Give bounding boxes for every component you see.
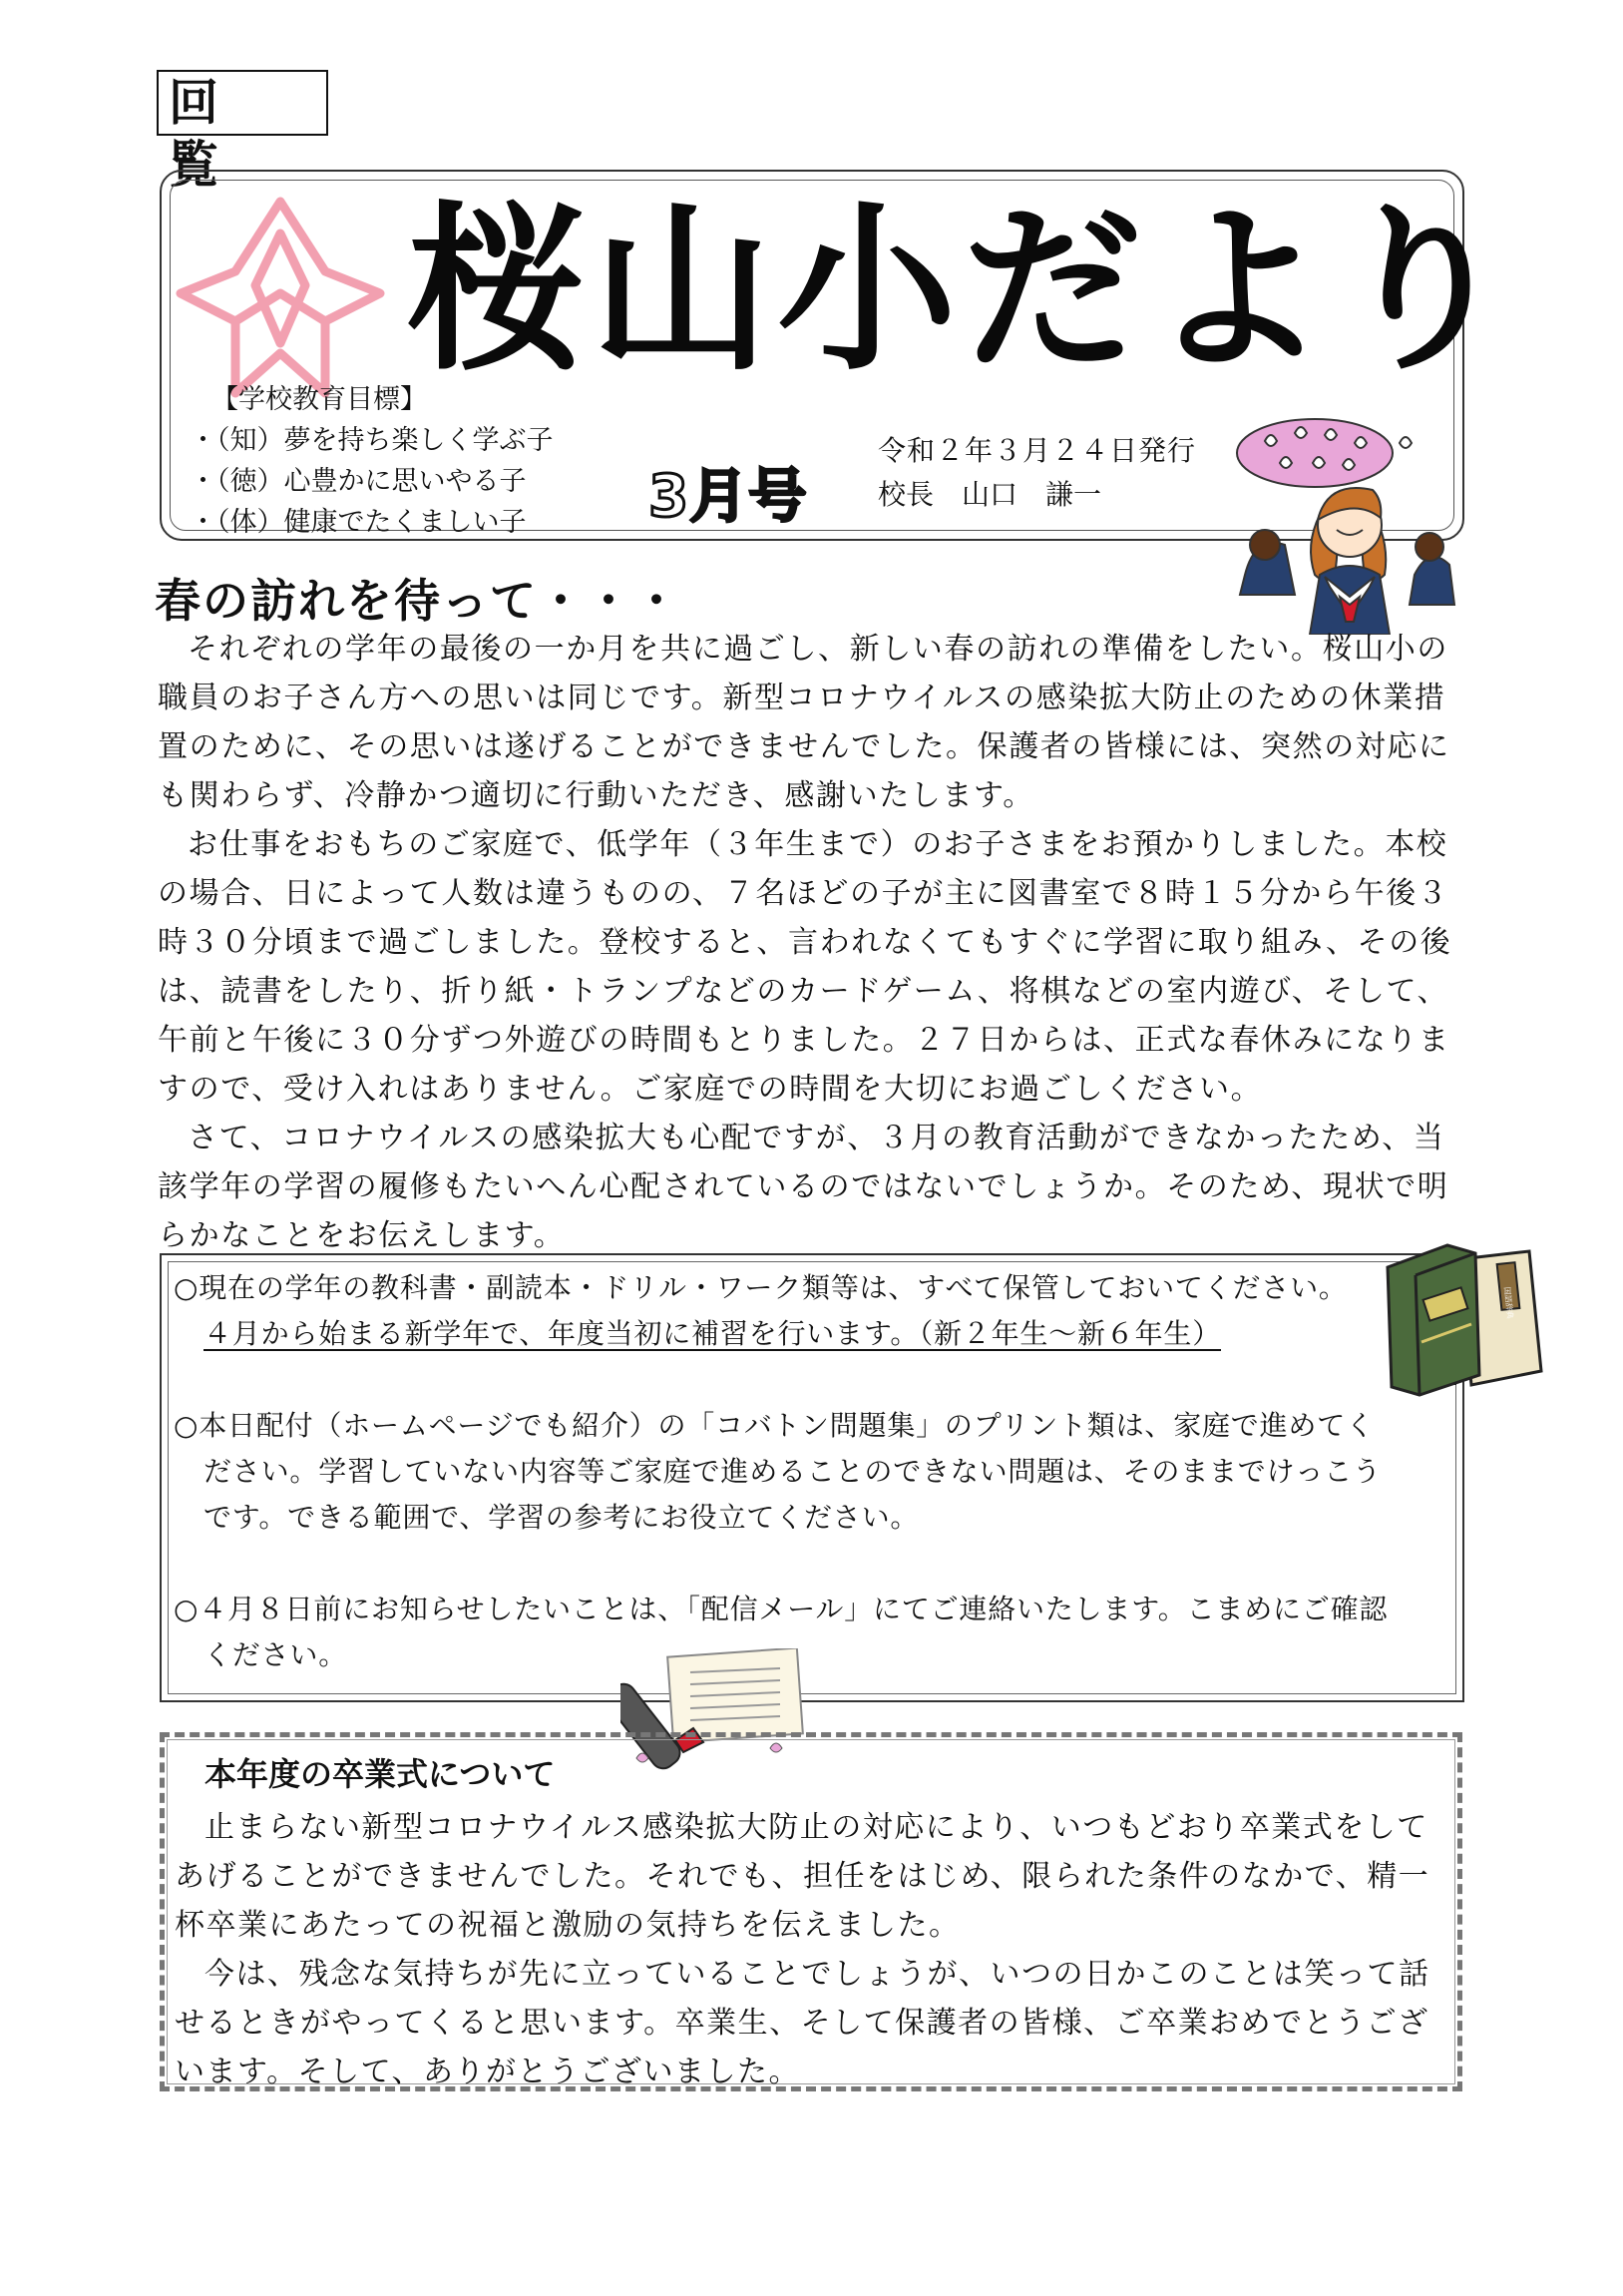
graduation-body [175,1803,1453,2096]
spring-body [158,625,1474,1260]
publish-date: 令和２年３月２４日発行 [878,434,1197,467]
goal-virtue: ・（徳）心豊かに思いやる子 [190,466,527,497]
notice-line: ○本日配付（ホームページでも紹介）の「コバトン問題集」のプリント類は、家庭で進めてく [174,1409,1375,1442]
notice-line: ○現在の学年の教科書・副読本・ドリル・ワーク類等は、すべて保管しておいてください。 [174,1271,1348,1304]
goal-knowledge: ・（知）夢を持ち楽しく学ぶ子 [190,425,554,456]
issue-badge: 3月号 [648,462,808,530]
books-icon [1382,1237,1546,1397]
newsletter-title: 桜山小だより [406,187,1520,395]
goals-heading: 【学校教育目標】 [211,384,427,415]
kairan-label: 回 覧 [157,70,328,136]
notice-item-kobaton [174,1403,1460,1541]
notice-item-textbooks [174,1265,1460,1357]
spring-paragraph: さて、コロナウイルスの感染拡大も心配ですが、３月の教育活動ができなかったため、当該学年の学習の履修もたいへん心配されているのではないでしょうか。そのため、現状で明らかなことをお伝えします。 [158,1121,1449,1253]
goal-health: ・（体）健康でたくましい子 [190,507,527,538]
school-logo-icon [176,194,385,403]
notice-item-mail [174,1587,1460,1678]
notice-line: ださい。学習していない内容等ご家庭で進めることのできない問題は、そのままでけっこう [203,1455,1382,1488]
graduation-paragraph: 止まらない新型コロナウイルス感染拡大防止の対応により、いつもどおり卒業式をしてあげることができませんでした。それでも、担任をはじめ、限られた条件のなかで、精一杯卒業にあたっての祝福と激励の気持ちを伝えました。 [175,1810,1430,1943]
graduation-paragraph: 今は、残念な気持ちが先に立っていることでしょうが、いつの日かこのことは笑って話せるときがやってくると思います。卒業生、そして保護者の皆様、ご卒業おめでとうございます。そして、ありがとうございました。 [175,1957,1430,2089]
graduation-heading: 本年度の卒業式について [204,1755,556,1793]
spring-heading: 春の訪れを待って・・・ [155,574,681,628]
principal-name: 校長 山口 謙一 [878,478,1102,511]
spring-paragraph: お仕事をおもちのご家庭で、低学年（３年生まで）のお子さまをお預かりしました。本校の場合、日によって人数は違うものの、７名ほどの子が主に図書室で８時１５分から午後３時３０分頃まで過ごしました。登校すると、言われなくてもすぐに学習に取り組み、その後は、読書をしたり、折り紙・トランプなどのカードゲーム、将棋などの室内遊び、そして、午前と午後に３０分ずつ外遊びの時間もとりました。２７日からは、正式な春休みになりますので、受け入れはありません。ご家庭での時間を大切にお過ごしください。 [158,827,1452,1107]
notice-box [160,1253,1464,1702]
notice-line-underlined: ４月から始まる新学年で、年度当初に補習を行います。（新２年生～新６年生） [203,1317,1222,1350]
notice-line: ください。 [203,1638,348,1671]
school-goals [190,379,554,543]
spring-paragraph: それぞれの学年の最後の一か月を共に過ごし、新しい春の訪れの準備をしたい。桜山小の職員のお子さん方への思いは同じです。新型コロナウイルスの感染拡大防止のための休業措置のために、その思いは遂げることができませんでした。保護者の皆様には、突然の対応にも関わらず、冷静かつ適切に行動いただき、感謝いたします。 [158,632,1450,813]
graduation-box [160,1732,1462,2091]
publication-info [878,429,1196,517]
notice-line: ○４月８日前にお知らせしたいことは、「配信メール」にてご連絡いたします。こまめにご確認 [174,1593,1389,1625]
student-cherry-blossom-illustration [1225,415,1464,635]
notice-line: です。できる範囲で、学習の参考にお役立てください。 [203,1501,920,1534]
notice-list [174,1265,1460,1678]
book-spine-label: 国語辞典 [1502,1286,1515,1320]
